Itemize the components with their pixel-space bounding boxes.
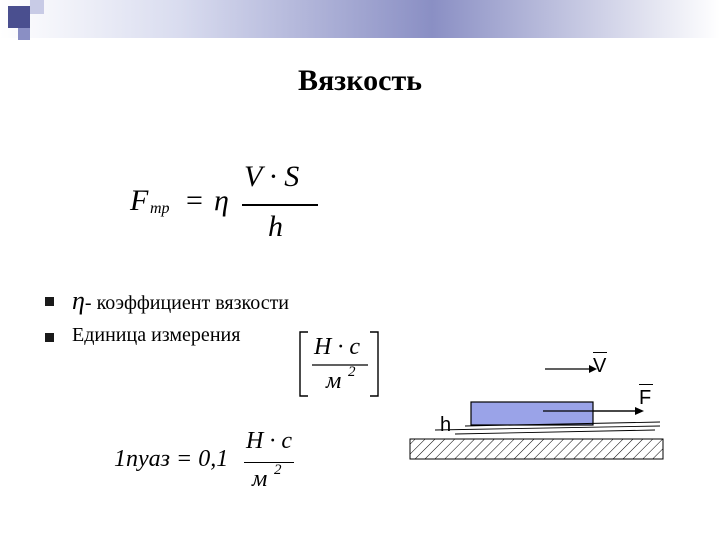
slide-title: Вязкость xyxy=(297,64,423,97)
formula-puaz xyxy=(114,426,314,498)
unit-exponent: 2 xyxy=(348,364,356,380)
bullet-unit-text: Единица измерения xyxy=(72,324,241,346)
formula-main xyxy=(130,160,320,250)
puaz-denominator: м xyxy=(252,466,268,492)
puaz-lhs: 1пуаз = 0,1 xyxy=(114,446,229,472)
velocity-vector-bar xyxy=(593,352,607,353)
header-square-mid xyxy=(18,28,30,40)
formula-equals: = xyxy=(186,184,203,217)
bullet-marker xyxy=(45,297,54,306)
velocity-arrow xyxy=(545,365,597,373)
puaz-numerator: Н · с xyxy=(246,428,292,454)
viscosity-diagram xyxy=(405,340,670,465)
unit-denominator: м xyxy=(326,368,342,394)
formula-lhs: F xyxy=(130,184,149,217)
bullet-marker xyxy=(45,333,54,342)
moving-plate xyxy=(471,402,593,425)
force-label: F xyxy=(639,387,652,409)
bullet-eta-symbol: η xyxy=(72,286,85,315)
height-label: h xyxy=(440,414,452,436)
puaz-fraction-bar xyxy=(244,462,294,463)
header-square-small xyxy=(30,0,44,14)
force-vector-bar xyxy=(639,384,653,385)
header-square-large xyxy=(8,6,30,28)
header-decoration-bar xyxy=(0,0,720,38)
fraction-bar xyxy=(242,204,318,206)
ground-surface xyxy=(410,439,663,459)
formula-denominator: h xyxy=(268,210,283,243)
velocity-label: V xyxy=(593,355,607,377)
formula-eta: η xyxy=(214,184,229,217)
bullet-eta-definition xyxy=(72,286,289,316)
unit-bracket xyxy=(298,330,382,398)
formula-numerator: V · S xyxy=(244,160,300,193)
bullet-eta-text: - коэффициент вязкости xyxy=(84,292,290,314)
formula-lhs-subscript: тр xyxy=(150,200,170,217)
unit-numerator: Н · с xyxy=(314,334,360,360)
puaz-exponent: 2 xyxy=(274,462,282,478)
